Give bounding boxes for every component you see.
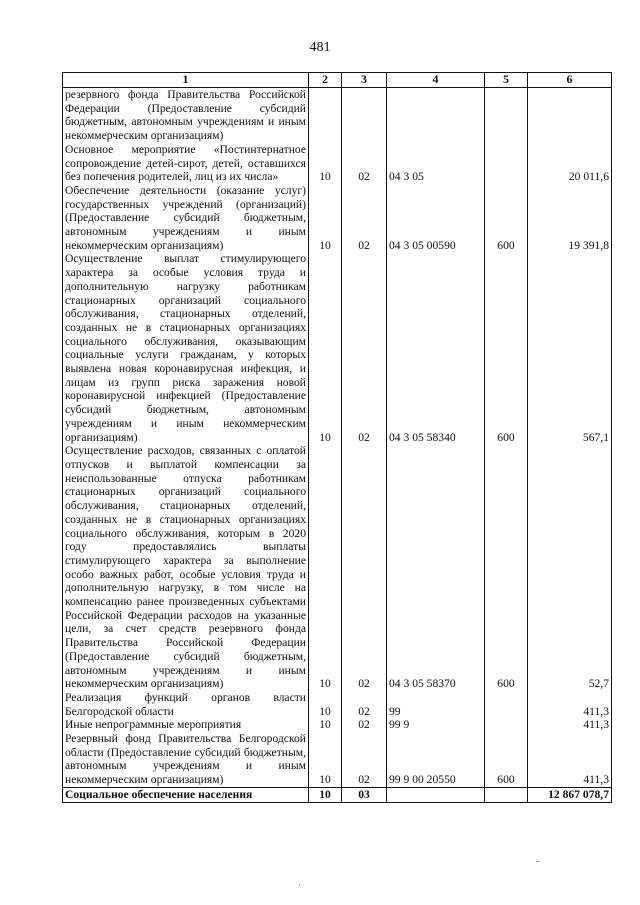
row-target: 99 9 xyxy=(387,718,485,732)
row-section: 10 xyxy=(309,732,342,787)
table-row xyxy=(63,252,612,444)
header-col-2: 2 xyxy=(309,73,342,88)
row-amount: 411,3 xyxy=(528,732,612,787)
row-amount xyxy=(528,88,612,143)
header-col-3: 3 xyxy=(342,73,387,88)
row-amount: 52,7 xyxy=(528,444,612,691)
row-subsection: 02 xyxy=(342,718,387,732)
table-row xyxy=(63,184,612,253)
table-row xyxy=(63,143,612,184)
row-section: 10 xyxy=(309,143,342,184)
row-expense-type: 600 xyxy=(485,732,528,787)
budget-table xyxy=(62,72,612,803)
table-row xyxy=(63,444,612,691)
row-subsection xyxy=(342,88,387,143)
row-section: 10 xyxy=(309,691,342,718)
row-section: 10 xyxy=(309,184,342,253)
row-name: резервного фонда Правительства Российской Федерации (Предоставление субсидий бюджетным, автономным учреждениям и иным некоммерческим организациям) xyxy=(63,88,309,143)
row-amount: 19 391,8 xyxy=(528,184,612,253)
row-name: Осуществление выплат стимулирующего характера за особые условия труда и дополнительную нагрузку работникам стационарных организаций социального обслуживания, стационарных отделений, созданных не в стационарных организациях социального обслуживания, оказывающим социальные услуги гражданам, у которых выявлена новая коронавирусная инфекция, и лицам из групп риска заражения новой коронавирусной инфекцией (Предоставление субсидий бюджетным, автономным учреждениям и иным некоммерческим организациям) xyxy=(63,252,309,444)
page-number: 481 xyxy=(309,40,331,55)
total-name: Социальное обеспечение населения xyxy=(63,787,309,802)
total-expense-type xyxy=(485,787,528,802)
row-amount: 411,3 xyxy=(528,691,612,718)
table-row xyxy=(63,88,612,143)
table-row xyxy=(63,691,612,718)
row-section: 10 xyxy=(309,252,342,444)
row-subsection: 02 xyxy=(342,691,387,718)
row-expense-type xyxy=(485,88,528,143)
row-name: Иные непрограммные мероприятия xyxy=(63,718,309,732)
row-section: 10 xyxy=(309,718,342,732)
row-section xyxy=(309,88,342,143)
row-name: Осуществление расходов, связанных с оплатой отпусков и выплатой компенсации за неиспользованные отпуска работникам стационарных организаций социального обслуживания, стационарных отделений, созданных не в стационарных организациях социального обслуживания, которым в 2020 году предоставлялись выплаты стимулирующего характера за выполнение особо важных работ, особые условия труда и дополнительную нагрузку, в том числе на компенсацию ранее произведенных субъектами Российской Федерации расходов на указанные цели, за счет средств резервного фонда Правительства Российской Федерации (Предоставление субсидий бюджетным, автономным учреждениям и иным некоммерческим организациям) xyxy=(63,444,309,691)
scan-dash: – xyxy=(536,856,541,866)
header-col-1: 1 xyxy=(63,73,309,88)
total-subsection: 03 xyxy=(342,787,387,802)
row-amount: 20 011,6 xyxy=(528,143,612,184)
row-expense-type: 600 xyxy=(485,252,528,444)
total-target xyxy=(387,787,485,802)
row-subsection: 02 xyxy=(342,732,387,787)
row-name: Обеспечение деятельности (оказание услуг) государственных учреждений (организаций) (Предоставление субсидий бюджетным, автономным учреждениям и иным некоммерческим организациям) xyxy=(63,184,309,253)
row-target xyxy=(387,88,485,143)
row-target: 99 9 00 20550 xyxy=(387,732,485,787)
row-name: Резервный фонд Правительства Белгородской области (Предоставление субсидий бюджетным, автономным учреждениям и иным некоммерческим организациям) xyxy=(63,732,309,787)
total-amount: 12 867 078,7 xyxy=(528,787,612,802)
row-subsection: 02 xyxy=(342,252,387,444)
row-amount: 567,1 xyxy=(528,252,612,444)
row-expense-type xyxy=(485,143,528,184)
header-col-5: 5 xyxy=(485,73,528,88)
scan-speck: · xyxy=(298,880,301,890)
row-target: 04 3 05 58370 xyxy=(387,444,485,691)
row-subsection: 02 xyxy=(342,184,387,253)
row-subsection: 02 xyxy=(342,444,387,691)
row-amount: 411,3 xyxy=(528,718,612,732)
row-expense-type: 600 xyxy=(485,444,528,691)
total-section: 10 xyxy=(309,787,342,802)
row-target: 04 3 05 00590 xyxy=(387,184,485,253)
header-col-6: 6 xyxy=(528,73,612,88)
total-row xyxy=(63,787,612,802)
row-subsection: 02 xyxy=(342,143,387,184)
table-row xyxy=(63,718,612,732)
row-expense-type: 600 xyxy=(485,184,528,253)
row-expense-type xyxy=(485,718,528,732)
table-header-row xyxy=(63,73,612,88)
row-expense-type xyxy=(485,691,528,718)
row-name: Реализация функций органов власти Белгородской области xyxy=(63,691,309,718)
row-target: 99 xyxy=(387,691,485,718)
row-name: Основное мероприятие «Постинтернатное сопровождение детей-сирот, детей, оставшихся без попечения родителей, лиц из их числа» xyxy=(63,143,309,184)
row-target: 04 3 05 xyxy=(387,143,485,184)
row-section: 10 xyxy=(309,444,342,691)
row-target: 04 3 05 58340 xyxy=(387,252,485,444)
table-row xyxy=(63,732,612,787)
header-col-4: 4 xyxy=(387,73,485,88)
